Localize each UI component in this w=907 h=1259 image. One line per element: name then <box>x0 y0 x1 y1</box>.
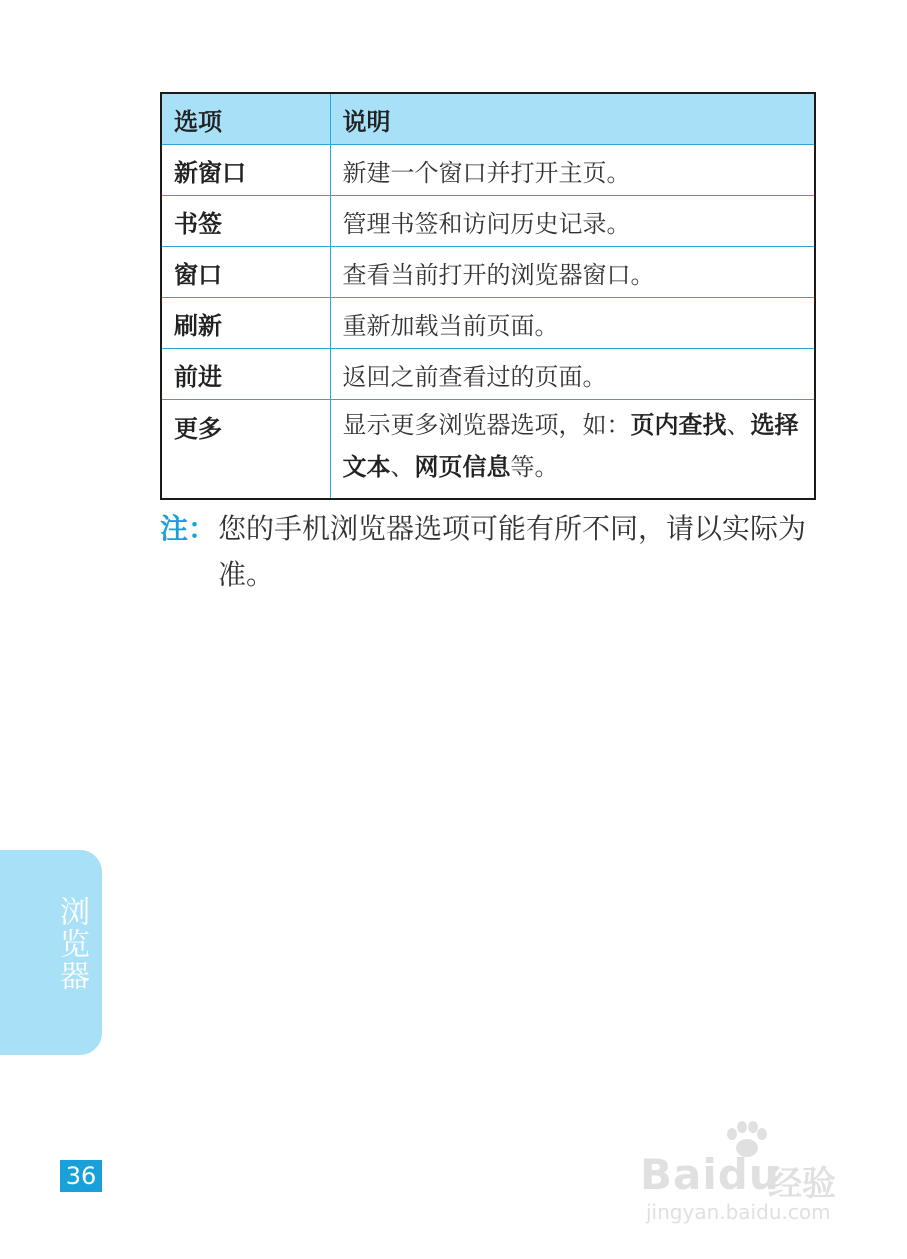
page-number: 36 <box>60 1160 102 1192</box>
chapter-side-tab-label: 浏览器 <box>54 896 89 992</box>
option-cell: 窗口 <box>161 247 330 298</box>
description-cell: 管理书签和访问历史记录。 <box>330 196 815 247</box>
desc-bold-term: 网页信息 <box>414 453 511 481</box>
watermark-cn: 经验 <box>768 1164 836 1204</box>
table-row <box>161 247 815 298</box>
table-row <box>161 400 815 500</box>
watermark-url: jingyan.baidu.com <box>646 1200 831 1224</box>
description-cell: 返回之前查看过的页面。 <box>330 349 815 400</box>
option-cell: 前进 <box>161 349 330 400</box>
table-row <box>161 349 815 400</box>
baidu-jingyan-watermark <box>640 1120 860 1230</box>
browser-options-table <box>160 92 816 500</box>
description-cell: 新建一个窗口并打开主页。 <box>330 145 815 196</box>
desc-text: 、 <box>390 453 415 481</box>
desc-text: 、 <box>726 411 751 439</box>
note <box>160 506 840 598</box>
note-label: 注： <box>160 512 217 545</box>
table-row <box>161 145 815 196</box>
description-cell: 查看当前打开的浏览器窗口。 <box>330 247 815 298</box>
note-text: 您的手机浏览器选项可能有所不同，请以实际为准。 <box>218 512 807 591</box>
desc-text: 等。 <box>510 453 559 481</box>
desc-bold-term: 页内查找 <box>630 411 727 439</box>
table-row <box>161 298 815 349</box>
desc-text: 显示更多浏览器选项，如： <box>342 411 631 439</box>
header-option: 选项 <box>161 93 330 145</box>
table-row <box>161 196 815 247</box>
desc-bold-term: 选择文本 <box>342 411 799 481</box>
option-cell: 更多 <box>161 400 330 500</box>
option-cell: 刷新 <box>161 298 330 349</box>
option-cell: 书签 <box>161 196 330 247</box>
table-header-row <box>161 93 815 145</box>
description-cell <box>330 400 815 500</box>
watermark-brand: Baidu <box>640 1150 780 1199</box>
description-cell: 重新加载当前页面。 <box>330 298 815 349</box>
header-description: 说明 <box>330 93 815 145</box>
option-cell: 新窗口 <box>161 145 330 196</box>
